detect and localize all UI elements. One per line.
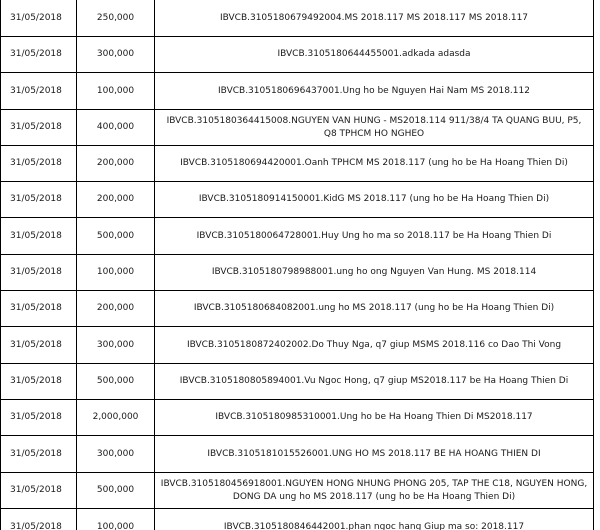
description-cell: IBVCB.3105180914150001.KidG MS 2018.117 (ung ho be Ha Hoang Thien Di) [155,182,594,218]
table-row [1,473,594,509]
date-cell: 31/05/2018 [1,182,77,218]
amount-cell: 300,000 [77,436,155,473]
table-row [1,327,594,364]
date-cell: 31/05/2018 [1,110,77,146]
amount-cell: 200,000 [77,182,155,218]
table-row [1,218,594,255]
date-cell: 31/05/2018 [1,146,77,182]
description-cell: IBVCB.3105180644455001.adkada adasda [155,37,594,73]
date-cell: 31/05/2018 [1,218,77,255]
amount-cell: 100,000 [77,73,155,110]
description-cell: IBVCB.3105180456918001.NGUYEN HONG NHUNG PHONG 205, TAP THE C18, NGUYEN HONG, DONG DA ung ho MS 2018.117 (ung ho be Ha Hoang Thien Di) [155,473,594,509]
amount-cell: 300,000 [77,37,155,73]
table-row [1,400,594,436]
table-row [1,0,594,37]
table-row [1,291,594,327]
table-row [1,509,594,530]
date-cell: 31/05/2018 [1,436,77,473]
amount-cell: 500,000 [77,364,155,400]
amount-cell: 100,000 [77,509,155,530]
amount-cell: 500,000 [77,473,155,509]
date-cell: 31/05/2018 [1,400,77,436]
amount-cell: 100,000 [77,255,155,291]
description-cell: IBVCB.3105180064728001.Huy Ung ho ma so 2018.117 be Ha Hoang Thien Di [155,218,594,255]
amount-cell: 500,000 [77,218,155,255]
description-cell: IBVCB.3105180696437001.Ung ho be Nguyen Hai Nam MS 2018.112 [155,73,594,110]
table-row [1,110,594,146]
description-cell: IBVCB.3105180846442001.phan ngoc hang Giup ma so: 2018.117 [155,509,594,530]
description-cell: IBVCB.3105180684082001.ung ho MS 2018.117 (ung ho be Ha Hoang Thien Di) [155,291,594,327]
date-cell: 31/05/2018 [1,0,77,37]
amount-cell: 400,000 [77,110,155,146]
amount-cell: 250,000 [77,0,155,37]
description-cell: IBVCB.3105180872402002.Do Thuy Nga, q7 giup MSMS 2018.116 co Dao Thi Vong [155,327,594,364]
amount-cell: 2,000,000 [77,400,155,436]
amount-cell: 200,000 [77,291,155,327]
date-cell: 31/05/2018 [1,509,77,530]
amount-cell: 200,000 [77,146,155,182]
description-cell: IBVCB.3105180694420001.Oanh TPHCM MS 2018.117 (ung ho be Ha Hoang Thien Di) [155,146,594,182]
table-row [1,364,594,400]
table-row [1,182,594,218]
description-cell: IBVCB.3105180364415008.NGUYEN VAN HUNG - MS2018.114 911/38/4 TA QUANG BUU, P5, Q8 TPHCM HO NGHEO [155,110,594,146]
table-row [1,73,594,110]
description-cell: IBVCB.3105180679492004.MS 2018.117 MS 2018.117 MS 2018.117 [155,0,594,37]
table-row [1,37,594,73]
amount-cell: 300,000 [77,327,155,364]
date-cell: 31/05/2018 [1,255,77,291]
date-cell: 31/05/2018 [1,291,77,327]
date-cell: 31/05/2018 [1,73,77,110]
date-cell: 31/05/2018 [1,364,77,400]
date-cell: 31/05/2018 [1,37,77,73]
description-cell: IBVCB.3105180798988001.ung ho ong Nguyen Van Hung. MS 2018.114 [155,255,594,291]
table-row [1,146,594,182]
table-row [1,255,594,291]
description-cell: IBVCB.3105180805894001.Vu Ngoc Hong, q7 giup MS2018.117 be Ha Hoang Thien Di [155,364,594,400]
table-row [1,436,594,473]
date-cell: 31/05/2018 [1,327,77,364]
description-cell: IBVCB.3105180985310001.Ung ho be Ha Hoang Thien Di MS2018.117 [155,400,594,436]
date-cell: 31/05/2018 [1,473,77,509]
description-cell: IBVCB.3105181015526001.UNG HO MS 2018.117 BE HA HOANG THIEN DI [155,436,594,473]
